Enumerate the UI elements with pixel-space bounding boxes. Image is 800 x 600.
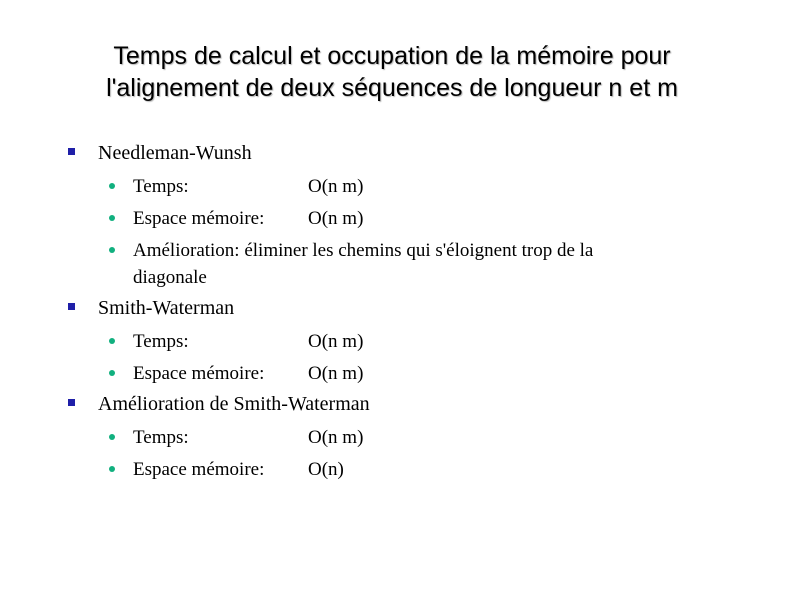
- square-bullet-icon: [68, 148, 75, 155]
- dot-bullet-icon: [109, 370, 115, 376]
- bullet-list: [66, 137, 766, 483]
- item-text-line-1: Amélioration: éliminer les chemins qui s'éloignent trop de la: [133, 240, 594, 261]
- section-amelioration-smith-waterman: [66, 389, 766, 419]
- square-bullet-icon: [68, 303, 75, 310]
- title-line-2: l'alignement de deux séquences de longueur n et m: [106, 74, 678, 102]
- item-value: O(n): [308, 459, 344, 480]
- list-item: [66, 205, 766, 232]
- list-item: [66, 328, 766, 355]
- title-line-1: Temps de calcul et occupation de la mémoire pour: [113, 42, 671, 70]
- list-item: [66, 360, 766, 387]
- dot-bullet-icon: [109, 183, 115, 189]
- list-item: [66, 456, 766, 483]
- dot-bullet-icon: [109, 434, 115, 440]
- dot-bullet-icon: [109, 338, 115, 344]
- item-value: O(n m): [308, 331, 364, 352]
- item-term: Espace mémoire:: [133, 208, 265, 229]
- item-term: Temps:: [133, 176, 189, 197]
- dot-bullet-icon: [109, 215, 115, 221]
- item-value: O(n m): [308, 176, 364, 197]
- item-text-line-2: diagonale: [133, 267, 207, 288]
- section-heading: Amélioration de Smith-Waterman: [98, 393, 370, 415]
- section-heading: Smith-Waterman: [98, 297, 235, 319]
- item-term: Temps:: [133, 427, 189, 448]
- item-term: Espace mémoire:: [133, 363, 265, 384]
- section-heading: Needleman-Wunsh: [98, 142, 252, 164]
- item-value: O(n m): [308, 208, 364, 229]
- dot-bullet-icon: [109, 247, 115, 253]
- section-smith-waterman: [66, 293, 766, 323]
- item-value: O(n m): [308, 363, 364, 384]
- list-item: [66, 173, 766, 200]
- list-item: [66, 424, 766, 451]
- square-bullet-icon: [68, 399, 75, 406]
- list-item: [66, 237, 766, 291]
- slide-title: [40, 40, 744, 104]
- dot-bullet-icon: [109, 466, 115, 472]
- item-term: Espace mémoire:: [133, 459, 265, 480]
- item-value: O(n m): [308, 427, 364, 448]
- section-needleman-wunsh: [66, 138, 766, 168]
- item-term: Temps:: [133, 331, 189, 352]
